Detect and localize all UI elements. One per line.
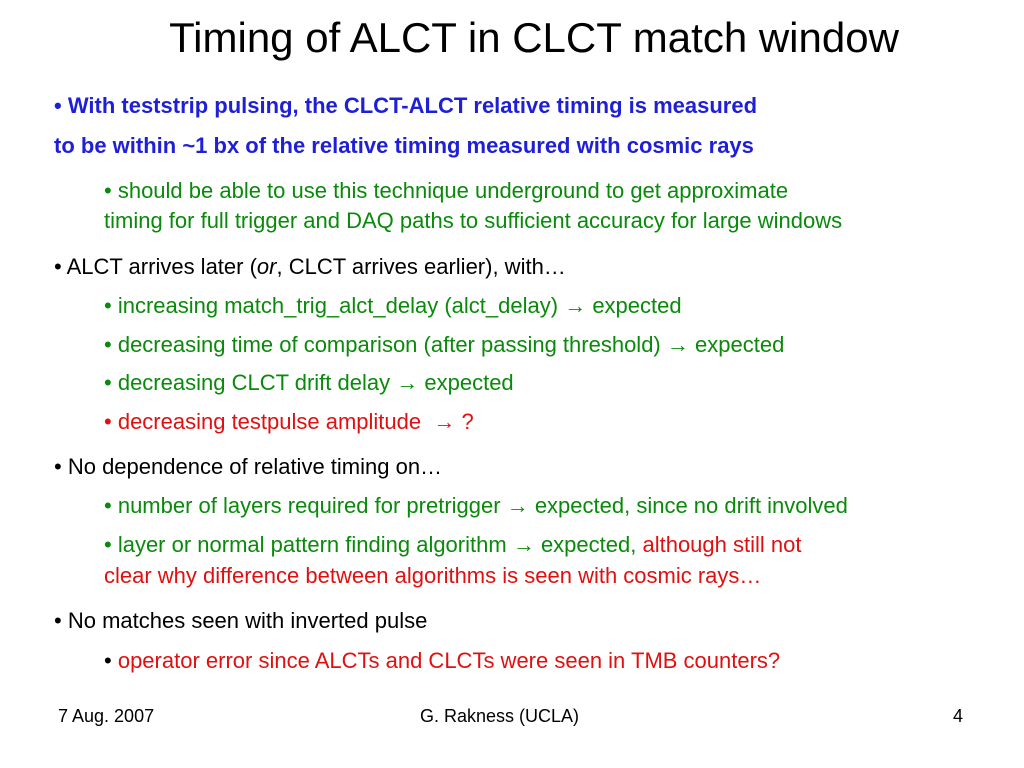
arrow-icon: →	[512, 532, 535, 557]
bullet-2-sub-4-tail: ?	[461, 409, 474, 434]
arrow-icon: →	[433, 409, 456, 434]
bullet-2-sub-3	[104, 370, 514, 396]
bullet-3-sub-1	[104, 493, 848, 519]
bullet-marker: •	[104, 178, 112, 203]
bullet-marker: •	[54, 254, 62, 279]
bullet-marker: •	[54, 608, 62, 633]
bullet-2-sub-4-text: decreasing testpulse amplitude	[117, 409, 422, 434]
bullet-3-sub-2-red: although still not	[642, 532, 802, 557]
bullet-3-sub-2-tail: expected,	[540, 532, 637, 557]
bullet-3-sub-1-text: number of layers required for pretrigger	[117, 493, 501, 518]
bullet-3-sub-2-line-2: clear why difference between algorithms is seen with cosmic rays…	[104, 563, 762, 588]
bullet-2-sub-2-text: decreasing time of comparison (after passing threshold)	[117, 332, 661, 357]
footer-author: G. Rakness (UCLA)	[420, 706, 580, 726]
bullet-2-sub-3-tail: expected	[424, 370, 514, 395]
bullet-2-sub-1	[104, 293, 682, 319]
bullet-4-sub-1	[104, 648, 780, 674]
bullet-2-em: or	[256, 254, 277, 279]
bullet-marker: •	[104, 648, 112, 673]
arrow-icon: →	[564, 293, 587, 318]
bullet-2-pre: ALCT arrives later (	[66, 254, 257, 279]
bullet-3	[54, 454, 442, 480]
bullet-1-text: With teststrip pulsing, the CLCT-ALCT relative timing is measured	[67, 93, 758, 118]
bullet-4-text: No matches seen with inverted pulse	[67, 608, 428, 633]
bullet-3-sub-2-text: layer or normal pattern finding algorithm	[117, 532, 507, 557]
bullet-marker: •	[104, 493, 112, 518]
bullet-marker: •	[104, 370, 112, 395]
arrow-icon: →	[396, 370, 419, 395]
arrow-icon: →	[666, 332, 689, 357]
bullet-marker: •	[104, 293, 112, 318]
bullet-2-sub-2	[104, 332, 784, 358]
bullet-2-sub-3-text: decreasing CLCT drift delay	[117, 370, 391, 395]
bullet-marker: •	[104, 409, 112, 434]
arrow-icon: →	[506, 493, 529, 518]
slide-title: Timing of ALCT in CLCT match window	[169, 14, 899, 61]
bullet-2-sub-1-text: increasing match_trig_alct_delay (alct_delay)	[117, 293, 559, 318]
bullet-1-sub-1-line-2: timing for full trigger and DAQ paths to sufficient accuracy for large windows	[104, 208, 843, 233]
bullet-3-text: No dependence of relative timing on…	[67, 454, 443, 479]
bullet-2	[54, 254, 566, 280]
bullet-marker: •	[54, 93, 62, 118]
bullet-4	[54, 608, 427, 634]
bullet-2-sub-4	[104, 409, 474, 435]
bullet-2-sub-2-tail: expected	[695, 332, 785, 357]
bullet-marker: •	[104, 332, 112, 357]
bullet-3-sub-2-line-1	[104, 532, 801, 558]
bullet-2-sub-1-tail: expected	[592, 293, 682, 318]
bullet-4-sub-1-text: operator error since ALCTs and CLCTs were seen in TMB counters?	[117, 648, 781, 673]
footer-page-number: 4	[953, 706, 964, 726]
bullet-marker: •	[104, 532, 112, 557]
bullet-2-post: , CLCT arrives earlier), with…	[276, 254, 566, 279]
bullet-1-sub-1-line-1	[104, 178, 788, 204]
bullet-1-line-1	[54, 93, 757, 119]
bullet-1-sub-1-text: should be able to use this technique underground to get approximate	[117, 178, 789, 203]
bullet-3-sub-1-tail: expected, since no drift involved	[534, 493, 848, 518]
footer-date: 7 Aug. 2007	[58, 706, 155, 726]
bullet-1-line-2: to be within ~1 bx of the relative timing measured with cosmic rays	[54, 133, 754, 158]
bullet-marker: •	[54, 454, 62, 479]
